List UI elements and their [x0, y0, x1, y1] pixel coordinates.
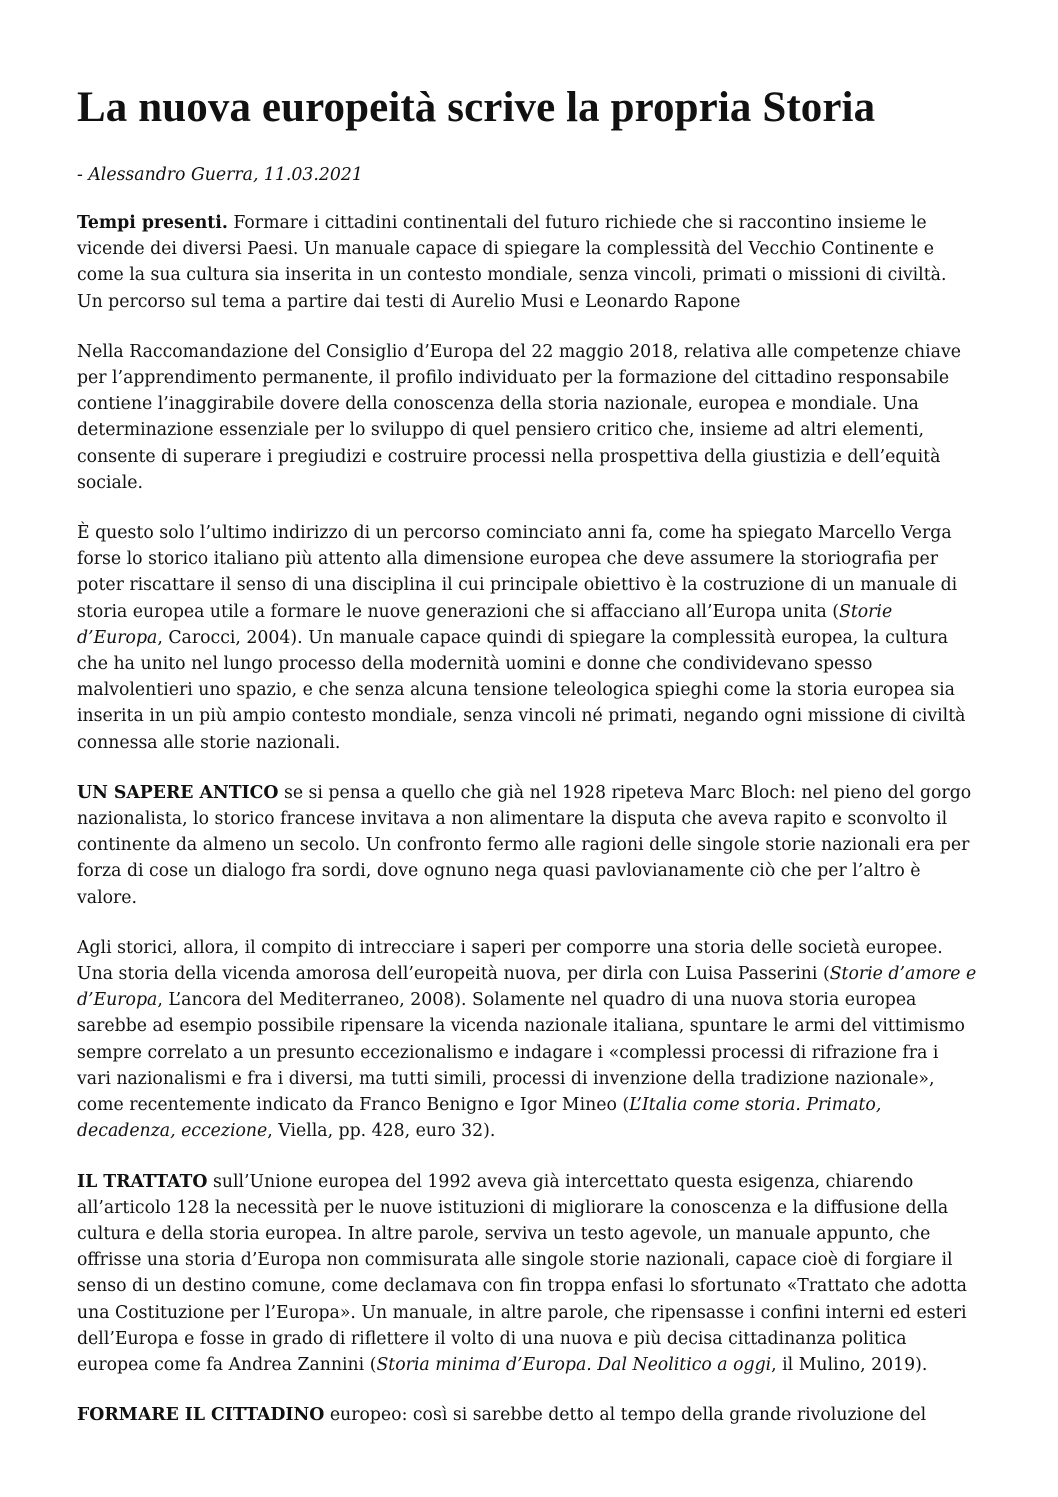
- article-title: La nuova europeità scrive la propria Storia: [77, 84, 876, 131]
- paragraph-text: se si pensa a quello che già nel 1928 ripeteva Marc Bloch: nel pieno del gorgo nazionalista, lo storico francese invitava a non alimentare la disputa che aveva rapito e sconvolto il continente da almeno un secolo. Un confronto fermo alle ragioni delle singole storie nazionali era per forza di cose un dialogo fra sordi, dove ognuno nega quasi pavlovianamente ciò che per l’altro è valore.: [77, 782, 972, 908]
- paragraph-raccomandazione: [77, 339, 977, 496]
- book-title: Storie d’amore e d’Europa: [77, 964, 977, 1011]
- paragraph-lead: IL TRATTATO: [77, 1171, 208, 1192]
- paragraph-trattato: [77, 1169, 977, 1379]
- paragraph-text: , Viella, pp. 428, euro 32).: [267, 1121, 496, 1142]
- paragraph-lead: FORMARE IL CITTADINO: [77, 1405, 325, 1426]
- paragraph-sapere-antico: [77, 780, 977, 911]
- paragraph-lead: Tempi presenti.: [77, 213, 228, 233]
- paragraph-verga: [77, 520, 977, 756]
- paragraph-text: Agli storici, allora, il compito di intrecciare i saperi per comporre una storia delle società europee. Una storia della vicenda amorosa dell’europeità nuova, per dirla con Luisa Passerini (: [77, 937, 943, 985]
- paragraph-storici: [77, 935, 977, 1145]
- book-title: L’Italia come storia. Primato, decadenza, eccezione: [77, 1095, 882, 1142]
- paragraph-text: È questo solo l’ultimo indirizzo di un percorso cominciato anni fa, come ha spiegato Marcello Verga forse lo storico italiano più attento alla dimensione europea che deve assumere la storiografia per poter riscattare il senso di una disciplina il cui principale obiettivo è la costruzione di un manuale di storia europea utile a formare le nuove generazioni che si affacciano all’Europa unita (: [77, 523, 958, 622]
- paragraph-text: , Carocci, 2004). Un manuale capace quindi di spiegare la complessità europea, la cultura che ha unito nel lungo processo della modernità uomini e donne che condividevano spesso malvolentieri uno spazio, e che senza alcuna tensione teleologica spieghi come la storia europea sia inserita in un più ampio contesto mondiale, senza vincoli né primati, negando ogni missione di civiltà connessa alle storie nazionali.: [77, 627, 966, 753]
- paragraph-intro: [77, 210, 977, 315]
- book-title: Storia minima d’Europa. Dal Neolitico a oggi: [376, 1354, 772, 1375]
- book-title: Storie d’Europa: [77, 601, 893, 648]
- paragraph-text: europeo: così si sarebbe detto al tempo della grande rivoluzione del: [324, 1405, 927, 1426]
- paragraph-text: Formare i cittadini continentali del futuro richiede che si raccontino insieme le vicende dei diversi Paesi. Un manuale capace di spiegare la complessità del Vecchio Continente e come la sua cultura sia inserita in un contesto mondiale, senza vincoli, primati o missioni di civiltà. Un percorso sul tema a partire dai testi di Aurelio Musi e Leonardo Rapone: [77, 213, 947, 312]
- paragraph-text: Nella Raccomandazione del Consiglio d’Europa del 22 maggio 2018, relativa alle competenze chiave per l’apprendimento permanente, il profilo individuato per la formazione del cittadino responsabile contiene l’inaggirabile dovere della conoscenza della storia nazionale, europea e mondiale. Una determinazione essenziale per lo sviluppo di quel pensiero critico che, insieme ad altri elementi, consente di superare i pregiudizi e costruire processi nella prospettiva della giustizia e dell’equità sociale.: [77, 341, 961, 493]
- article-page: [77, 82, 977, 1428]
- paragraph-text: , il Mulino, 2019).: [771, 1354, 928, 1375]
- article-byline: - Alessandro Guerra, 11.03.2021: [77, 165, 363, 185]
- paragraph-lead: UN SAPERE ANTICO: [77, 782, 279, 803]
- paragraph-text: , L’ancora del Mediterraneo, 2008). Solamente nel quadro di una nuova storia europea sarebbe ad esempio possibile ripensare la vicenda nazionale italiana, spuntare le armi del vittimismo sempre correlato a un presunto eccezionalismo e indagare i «complessi processi di rifrazione fra i vari nazionalismi e fra i diversi, ma tutti simili, processi di invenzione della tradizione nazionale», come recentemente indicato da Franco Benigno e Igor Mineo (: [77, 990, 965, 1116]
- paragraph-text: sull’Unione europea del 1992 aveva già intercettato questa esigenza, chiarendo all’articolo 128 la necessità per le nuove istituzioni di migliorare la conoscenza e la diffusione della cultura e della storia europea. In altre parole, serviva un testo agevole, un manuale appunto, che offrisse una storia d’Europa non commisurata alle singole storie nazionali, capace cioè di forgiare il senso di un destino comune, come declamava con fin troppa enfasi lo sfortunato «Trattato che adotta una Costituzione per l’Europa». Un manuale, in altre parole, che ripensasse i confini interni ed esteri dell’Europa e fosse in grado di riflettere il volto di una nuova e più decisa cittadinanza politica europea come fa Andrea Zannini (: [77, 1171, 967, 1375]
- paragraph-formare: [77, 1402, 977, 1428]
